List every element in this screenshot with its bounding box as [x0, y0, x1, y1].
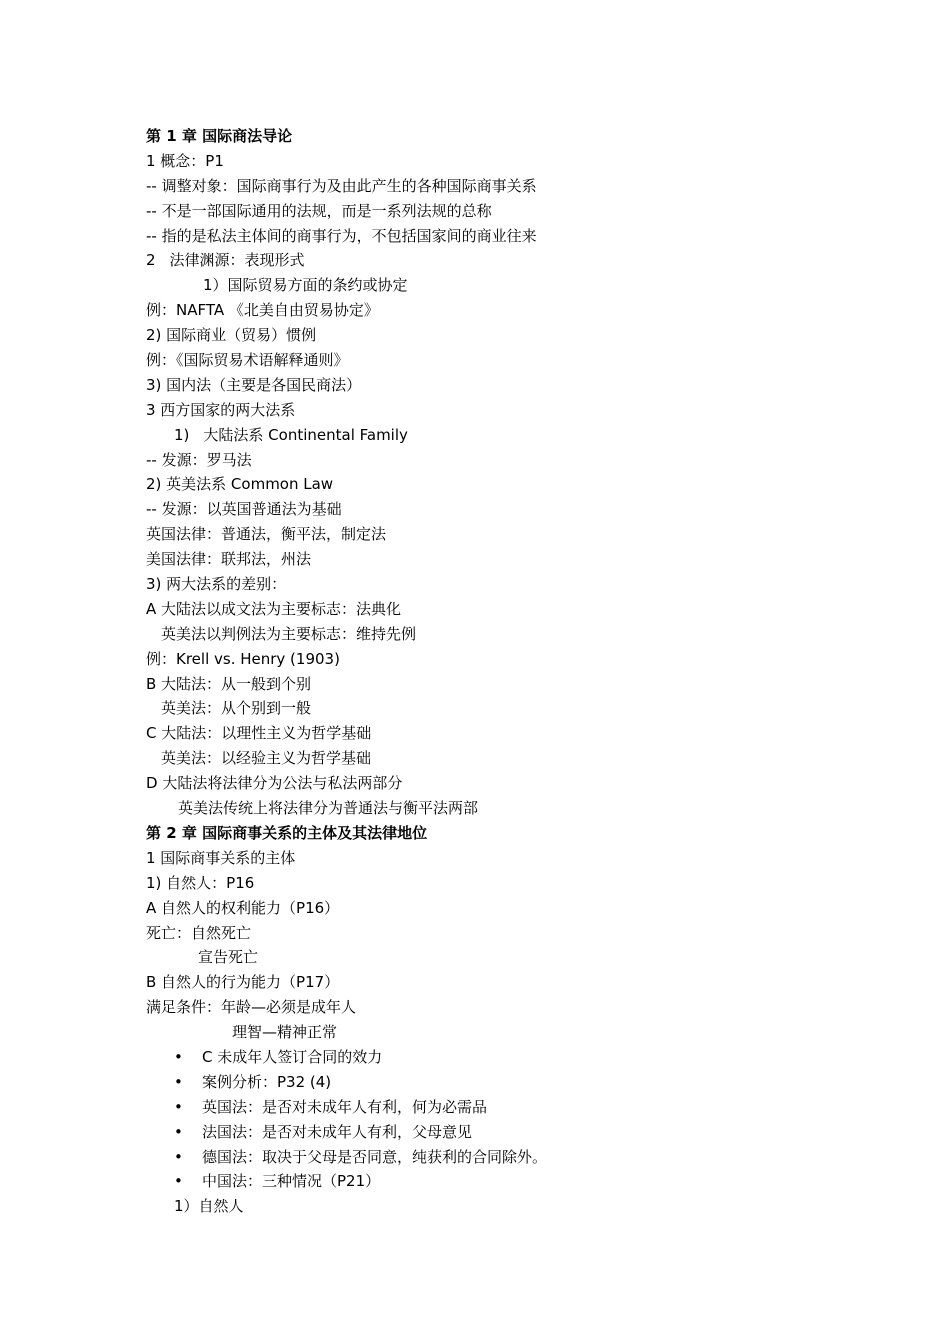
text-line: 3 西方国家的两大法系	[146, 400, 296, 419]
text-line: 1) 自然人：P16	[146, 873, 255, 892]
text-line: -- 发源：罗马法	[146, 450, 252, 469]
bullet-icon: •	[174, 1147, 183, 1166]
list-item	[146, 1070, 906, 1095]
list-item-text: C 未成年人签订合同的效力	[202, 1047, 383, 1066]
item-number: 1)	[174, 425, 190, 444]
text-line: 英国法律：普通法，衡平法，制定法	[146, 525, 387, 544]
list-item-text: 案例分析：P32 (4)	[202, 1072, 332, 1091]
text-line: 1）国际贸易方面的条约或协定	[203, 276, 408, 295]
list-item	[146, 1120, 906, 1145]
text-line: 3) 两大法系的差别：	[146, 575, 287, 594]
bullet-icon: •	[174, 1047, 183, 1066]
bullet-icon: •	[174, 1097, 183, 1116]
text-line: 美国法律：联邦法，州法	[146, 550, 312, 569]
heading-text: 法律渊源：表现形式	[169, 251, 305, 270]
text-line: 理智—精神正常	[232, 1023, 338, 1042]
text-line: 3) 国内法（主要是各国民商法）	[146, 375, 362, 394]
text-line: 英美法以判例法为主要标志：维持先例	[161, 624, 417, 643]
numbered-heading	[146, 248, 906, 273]
item-text: 大陆法系 Continental Family	[203, 425, 408, 444]
numbered-item	[146, 423, 906, 448]
text-line: 英美法：从个别到一般	[161, 699, 312, 718]
list-item-text: 德国法：取决于父母是否同意，纯获利的合同除外。	[202, 1147, 548, 1166]
text-line: -- 调整对象：国际商事行为及由此产生的各种国际商事关系	[146, 176, 537, 195]
text-line: 1 概念：P1	[146, 151, 224, 170]
list-item	[146, 1169, 906, 1194]
bullet-icon: •	[174, 1122, 183, 1141]
text-line: -- 不是一部国际通用的法规，而是一系列法规的总称	[146, 201, 492, 220]
list-item-text: 中国法：三种情况（P21）	[202, 1172, 381, 1191]
text-line: A 大陆法以成文法为主要标志：法典化	[146, 599, 402, 618]
list-item	[146, 1145, 906, 1170]
document-body	[146, 124, 906, 1219]
text-line: B 大陆法：从一般到个别	[146, 674, 312, 693]
text-line: B 自然人的行为能力（P17）	[146, 973, 340, 992]
text-line: D 大陆法将法律分为公法与私法两部分	[146, 774, 403, 793]
text-line: 1 国际商事关系的主体	[146, 848, 296, 867]
text-line: 1）自然人	[174, 1197, 244, 1216]
text-line: 例：Krell vs. Henry (1903)	[146, 649, 340, 668]
text-line: 宣告死亡	[198, 948, 259, 967]
text-line: A 自然人的权利能力（P16）	[146, 898, 340, 917]
text-line: 英美法：以经验主义为哲学基础	[161, 749, 372, 768]
text-line: 英美法传统上将法律分为普通法与衡平法两部	[178, 799, 479, 818]
heading-number: 2	[146, 251, 156, 270]
list-item	[146, 1045, 906, 1070]
text-line: 死亡：自然死亡	[146, 923, 252, 942]
text-line: 例：NAFTA 《北美自由贸易协定》	[146, 301, 379, 320]
chapter-1-title: 第 1 章 国际商法导论	[146, 127, 293, 145]
bullet-icon: •	[174, 1072, 183, 1091]
list-item-text: 法国法：是否对未成年人有利，父母意见	[202, 1122, 473, 1141]
list-item	[146, 1095, 906, 1120]
chapter-2-title: 第 2 章 国际商事关系的主体及其法律地位	[146, 823, 428, 842]
text-line: -- 指的是私法主体间的商事行为，不包括国家间的商业往来	[146, 226, 537, 245]
text-line: 2) 国际商业（贸易）惯例	[146, 326, 317, 345]
list-item-text: 英国法：是否对未成年人有利，何为必需品	[202, 1097, 488, 1116]
text-line: -- 发源：以英国普通法为基础	[146, 500, 342, 519]
text-line: 满足条件：年龄—必须是成年人	[146, 998, 357, 1017]
text-line: 例：《国际贸易术语解释通则》	[146, 351, 349, 370]
bullet-icon: •	[174, 1172, 183, 1191]
text-line: C 大陆法：以理性主义为哲学基础	[146, 724, 372, 743]
text-line: 2) 英美法系 Common Law	[146, 475, 334, 494]
